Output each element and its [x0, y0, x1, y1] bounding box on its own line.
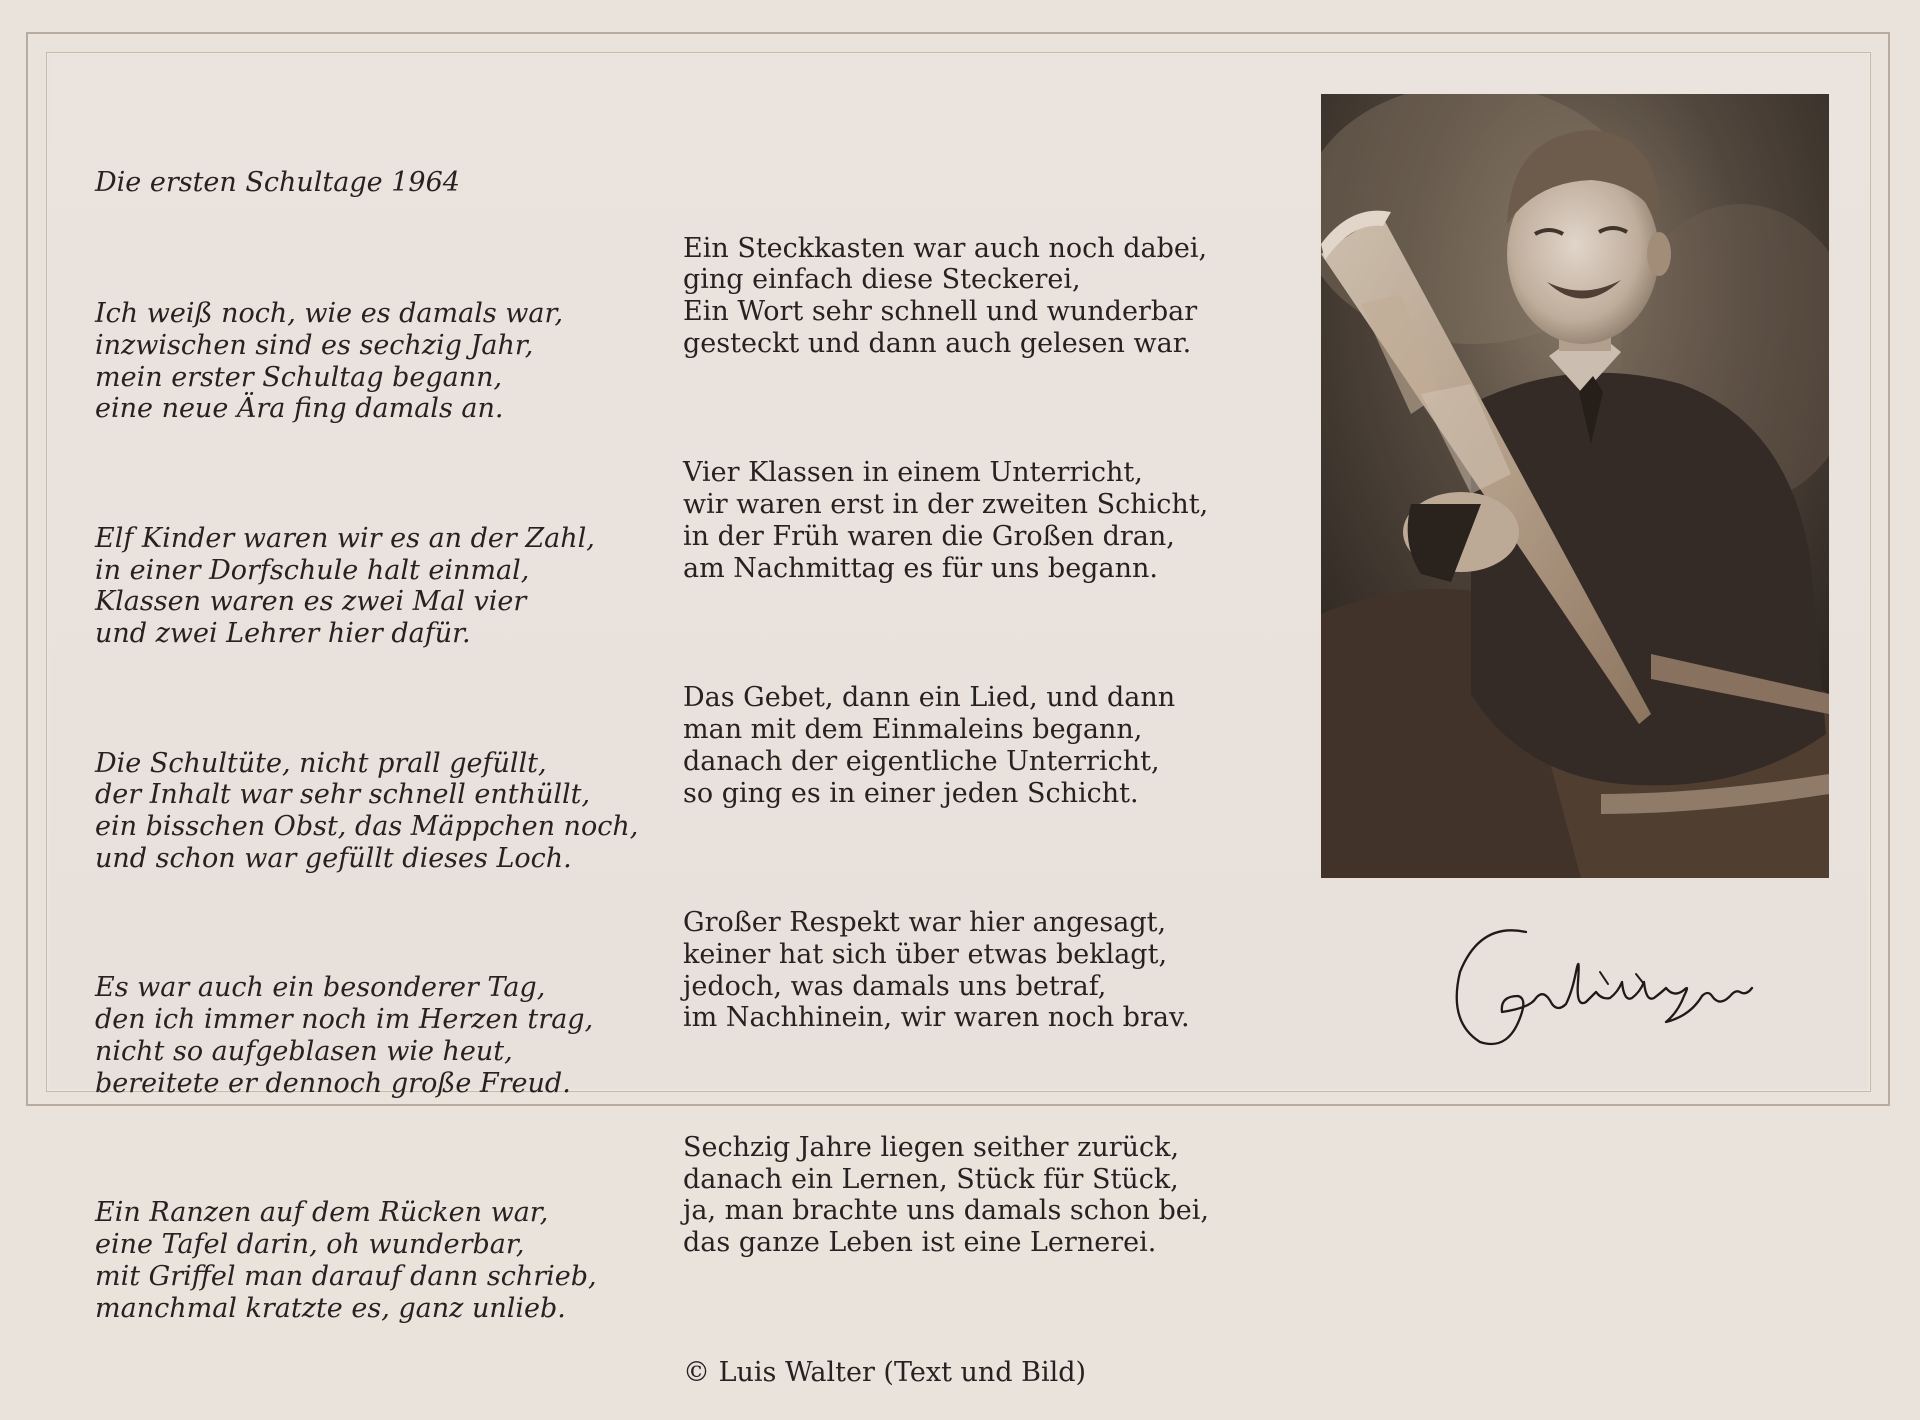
signature-gedichtezauber	[1440, 912, 1760, 1062]
poem-stanza: Ein Ranzen auf dem Rücken war, eine Tafel darin, oh wunderbar, mit Griffel man darauf dann schrieb, manchmal kratzte es, ganz unlieb.	[95, 1197, 597, 1324]
copyright-notice: © Luis Walter (Text und Bild)	[683, 1356, 1087, 1388]
poem-left-column	[95, 103, 638, 1390]
poem-stanza: Vier Klassen in einem Unterricht, wir waren erst in der zweiten Schicht, in der Früh waren die Großen dran, am Nachmittag es für uns begann.	[683, 457, 1209, 584]
poem-title: Die ersten Schultage 1964	[95, 166, 460, 198]
poem-stanza: Es war auch ein besonderer Tag, den ich immer noch im Herzen trag, nicht so aufgeblasen wie heut, bereitete er dennoch große Freud.	[95, 972, 594, 1099]
poem-stanza: Ein Steckkasten war auch noch dabei, ging einfach diese Steckerei, Ein Wort sehr schnell und wunderbar gesteckt und dann auch gelesen war.	[683, 232, 1208, 359]
poem-stanza: Sechzig Jahre liegen seither zurück, danach ein Lernen, Stück für Stück, ja, man brachte uns damals schon bei, das ganze Leben ist eine Lernerei.	[683, 1131, 1209, 1259]
poem-right-column	[683, 169, 1209, 1420]
poem-stanza: Ich weiß noch, wie es damals war, inzwischen sind es sechzig Jahr, mein erster Schultag begann, eine neue Ära fing damals an.	[95, 297, 564, 425]
poem-stanza: Großer Respekt war hier angesagt, keiner hat sich über etwas beklagt, jedoch, was damals uns betraf, im Nachhinein, wir waren noch brav.	[683, 906, 1190, 1034]
poem-stanza: Das Gebet, dann ein Lied, und dann man mit dem Einmaleins begann, danach der eigentliche Unterricht, so ging es in einer jeden Schicht.	[683, 682, 1176, 809]
poem-stanza: Die Schultüte, nicht prall gefüllt, der Inhalt war sehr schnell enthüllt, ein bisschen Obst, das Mäppchen noch, und schon war gefüllt dieses Loch.	[95, 747, 639, 874]
vintage-photo-boy-with-school-cone	[1321, 94, 1829, 878]
poem-stanza: Elf Kinder waren wir es an der Zahl, in einer Dorfschule halt einmal, Klassen waren es zwei Mal vier und zwei Lehrer hier dafür.	[95, 522, 595, 650]
